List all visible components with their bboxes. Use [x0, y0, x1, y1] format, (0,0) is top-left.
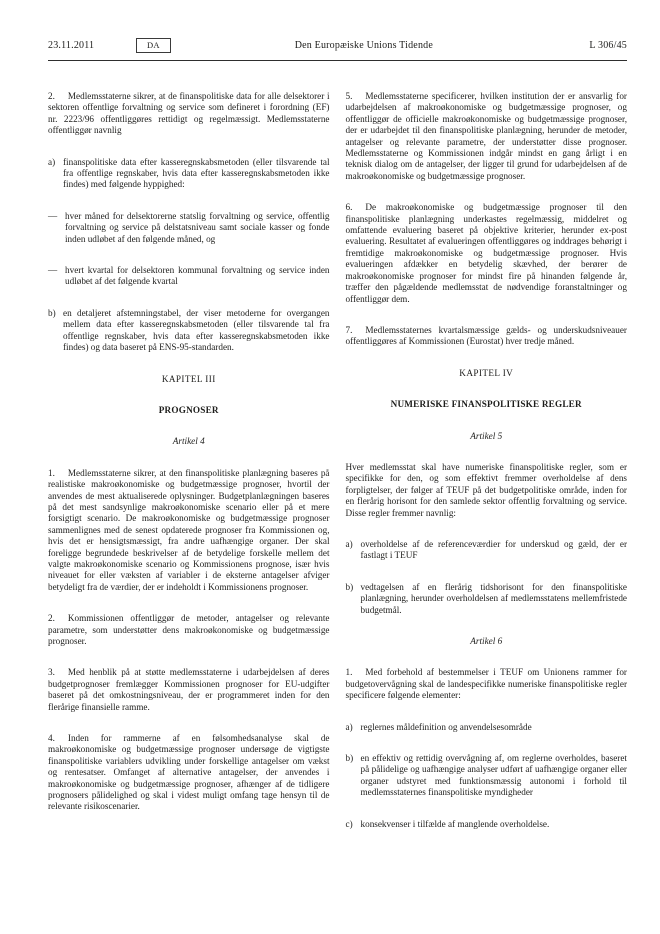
paragraph-5 [346, 91, 628, 182]
header-date: 23.11.2011 [48, 40, 95, 51]
dash-marker: — [48, 265, 58, 276]
list-item-text: en effektiv og rettidig overvågning af, om reglerne overholdes, baseret på pålidelige og uafhængige analyser udført af uafhængige organer eller organer udstyret med funktionsmæssig autonomi i forhold til medlemsstaternes finanspolitiske myndigheder [360, 753, 627, 798]
dash-item-text: hvert kvartal for delsektoren kommunal forvaltning og service inden udløbet af det følgende kvartal [65, 265, 330, 287]
list-item-text: finanspolitiske data efter kasseregnskabsmetoden (eller tilsvarende tal fra offentlige regnskaber, hvis data efter kasseregnskabsmetoden ikke findes) med følgende hyppighed: [63, 156, 330, 190]
list-item-label: a) [48, 156, 56, 167]
list-item-b [48, 308, 330, 354]
list-item-c [346, 819, 628, 830]
header-rule [48, 60, 627, 61]
paragraph-text: Med henblik på at støtte medlemsstaterne i udarbejdelsen af deres budgetprognoser fremlægger Kommissionen prognoser for EU-udgifter baseret på det omkostningsniveau, der er programmeret inden for den flerårige finansielle ramme. [48, 667, 330, 712]
paragraph-text: De makroøkonomiske og budgetmæssige prognoser til den finanspolitiske planlægning underkastes regelmæssig, middelret og omfattende evaluering baseret på objektive kriterier, herunder ex-post evaluering. Resultatet af evalueringen offentliggøres og inddrages behørigt i fremtidige makroøkonomiske og budgetmæssige prognoser. Hvis evalueringen afdækker en betydelig skævhed, der berører de makroøkonomiske prognoser for mindst fire på hinanden følgende år, træffer den pågældende medlemsstat de nødvendige foranstaltninger og offentliggør dem. [345, 202, 627, 304]
chapter-kicker: KAPITEL IV [459, 367, 514, 378]
list-item-label: a) [345, 721, 353, 732]
list-item-a [346, 722, 628, 733]
paragraph-text: Medlemsstaternes kvartalsmæssige gælds- og underskudsniveauer offentliggøres af Kommissionen (Eurostat) hver tredje måned. [345, 324, 627, 347]
dash-list-item [48, 211, 330, 245]
left-column [48, 91, 330, 850]
language-code-box [136, 38, 171, 53]
paragraph-text: Medlemsstaterne sikrer, at den finanspolitiske planlægning baseres på realistiske makroøkonomiske og budgetmæssige prognoser, hvortil der anvendes de mest aktualiserede oplysninger. Budgetplanlægningen baseres på det mest sandsynlige makroøkonomiske scenario eller på et mere forsigtigt scenario. De makroøkonomiske og budgetmæssige prognoser sammenlignes med de senest opdaterede prognoser fra Kommissionen og, hvis det er hensigtsmæssigt, fra andre uafhængige organer. Der skal foreligge begrundede beskrivelser af de betydelige forskelle mellem det valgte makroøkonomiske scenario og Kommissionens prognose, især hvis niveauet for eller væksten af variabler i de eksterne antagelser afviger betydeligt fra de værdier, der er indeholdt i Kommissionens prognoser. [48, 467, 330, 592]
page-header [48, 38, 627, 53]
paragraph-2-art4 [48, 613, 330, 647]
list-item-a [346, 539, 628, 562]
list-item-b [346, 753, 628, 799]
list-item-a [48, 157, 330, 191]
article-heading: Artikel 4 [172, 436, 205, 447]
paragraph-7 [346, 325, 628, 348]
list-item-text: en detaljeret afstemningstabel, der viser metoderne for overgangen mellem data efter kasseregnskabsmetoden (eller tilsvarende tal fra offentlige regnskaber, hvis data efter kasseregnskabsmetoden ikke findes) og data baseret på ENS-95-standarden. [63, 307, 330, 353]
paragraph-text: Med forbehold af bestemmelser i TEUF om Unionens rammer for budgetovervågning skal de landespecifikke numeriske finanspolitiske regler specificere følgende elementer: [345, 667, 627, 701]
article-heading: Artikel 5 [470, 430, 503, 441]
chapter-title: PROGNOSER [158, 404, 219, 415]
list-item-text: overholdelse af de referenceværdier for underskud og gæld, der er fastlagt i TEUF [360, 538, 627, 561]
journal-title: Den Europæiske Unions Tidende [294, 40, 433, 51]
article-5-intro: Hver medlemsstat skal have numeriske finanspolitiske regler, som er specifikke for den, og som effektivt fremmer overholdelse af dens forpligtelser, der følger af TEUF på det budgetpolitiske område, inden for en flerårig horisont for den samlede sektor offentlig forvaltning og service. Disse regler fremmer navnlig: [345, 461, 627, 518]
language-code: DA [147, 40, 160, 50]
paragraph-number: 5. [345, 91, 353, 101]
paragraph-number: 2. [48, 91, 55, 101]
list-item-text: konsekvenser i tilfælde af manglende overholdelse. [360, 818, 550, 829]
list-item-label: b) [345, 753, 354, 764]
paragraph-text: Medlemsstaterne specificerer, hvilken institution der er ansvarlig for udarbejdelsen af makroøkonomiske og budgetmæssige prognoser, og offentliggør de officielle makroøkonomiske og budgetmæssige prognoser, der er udarbejdet til den finanspolitiske planlægning, herunder de metoder, antagelser og relevante parametre, der understøtter disse prognoser. Medlemsstaterne og Kommissionen indgår mindst en gang årligt i en teknisk dialog om de antagelser, der ligger til grund for udarbejdelsen af de makroøkonomiske og budgetmæssige prognoser. [345, 91, 627, 181]
dash-marker: — [48, 210, 58, 221]
paragraph-number: 7. [345, 324, 353, 335]
paragraph-2 [48, 91, 330, 137]
list-item-label: b) [48, 307, 56, 318]
list-item-text: reglernes måldefinition og anvendelsesområde [360, 721, 532, 732]
list-item-label: a) [345, 538, 353, 549]
paragraph-6 [346, 202, 628, 305]
paragraph-text: Inden for rammerne af en følsomhedsanalyse skal de makroøkonomiske og budgetmæssige prognoser undersøge de vigtigste finanspolitiske variablers udvikling under forskellige antagelser om vækst og rentesatser. Omfanget af alternative antagelser, der anvendes i makroøkonomiske og budgetmæssige prognoser, afhænger af de tidligere prognosers pålidelighed og skal i videst muligt omfang tage hensyn til de relevante risikoscenarier. [48, 733, 330, 812]
right-column [346, 91, 628, 850]
paragraph-text: Kommissionen offentliggør de metoder, antagelser og relevante parametre, som understøtter dens makroøkonomiske og budgetmæssige prognoser. [48, 613, 330, 646]
paragraph-number: 4. [48, 733, 55, 744]
paragraph-number: 1. [345, 667, 353, 678]
list-item-label: c) [345, 818, 353, 829]
paragraph-text: Medlemsstaterne sikrer, at de finanspolitiske data for alle delsektorer i sektoren offentlige forvaltning og service som defineret i forordning (EF) nr. 2223/96 offentliggøres rettidigt og regelmæssigt. Medlemsstaterne offentliggør navnlig [48, 91, 330, 136]
chapter-title: NUMERISKE FINANSPOLITISKE REGLER [390, 399, 582, 410]
list-item-text: vedtagelsen af en flerårig tidshorisont for den finanspolitiske planlægning, herunder overholdelsen af medlemsstatens mellemfristede budgetmål. [360, 581, 627, 615]
dash-item-text: hver måned for delsektorerne statslig forvaltning og service, offentlig forvaltning og service på delstatsniveau samt sociale kasser og fonde inden udløbet af den følgende måned, og [65, 210, 330, 244]
list-item-label: b) [345, 581, 354, 592]
paragraph-number: 6. [345, 202, 353, 213]
paragraph-4 [48, 733, 330, 813]
document-body [48, 91, 627, 850]
paragraph-number: 3. [48, 667, 55, 678]
paragraph-number: 1. [48, 467, 55, 478]
page-reference: L 306/45 [589, 40, 627, 51]
paragraph-number: 2. [48, 613, 55, 624]
paragraph-3 [48, 667, 330, 713]
article-6-paragraph-1 [346, 667, 628, 701]
list-item-b [346, 582, 628, 616]
chapter-kicker: KAPITEL III [161, 373, 216, 384]
article-heading: Artikel 6 [470, 636, 503, 646]
dash-list-item [48, 265, 330, 288]
paragraph-1 [48, 468, 330, 593]
